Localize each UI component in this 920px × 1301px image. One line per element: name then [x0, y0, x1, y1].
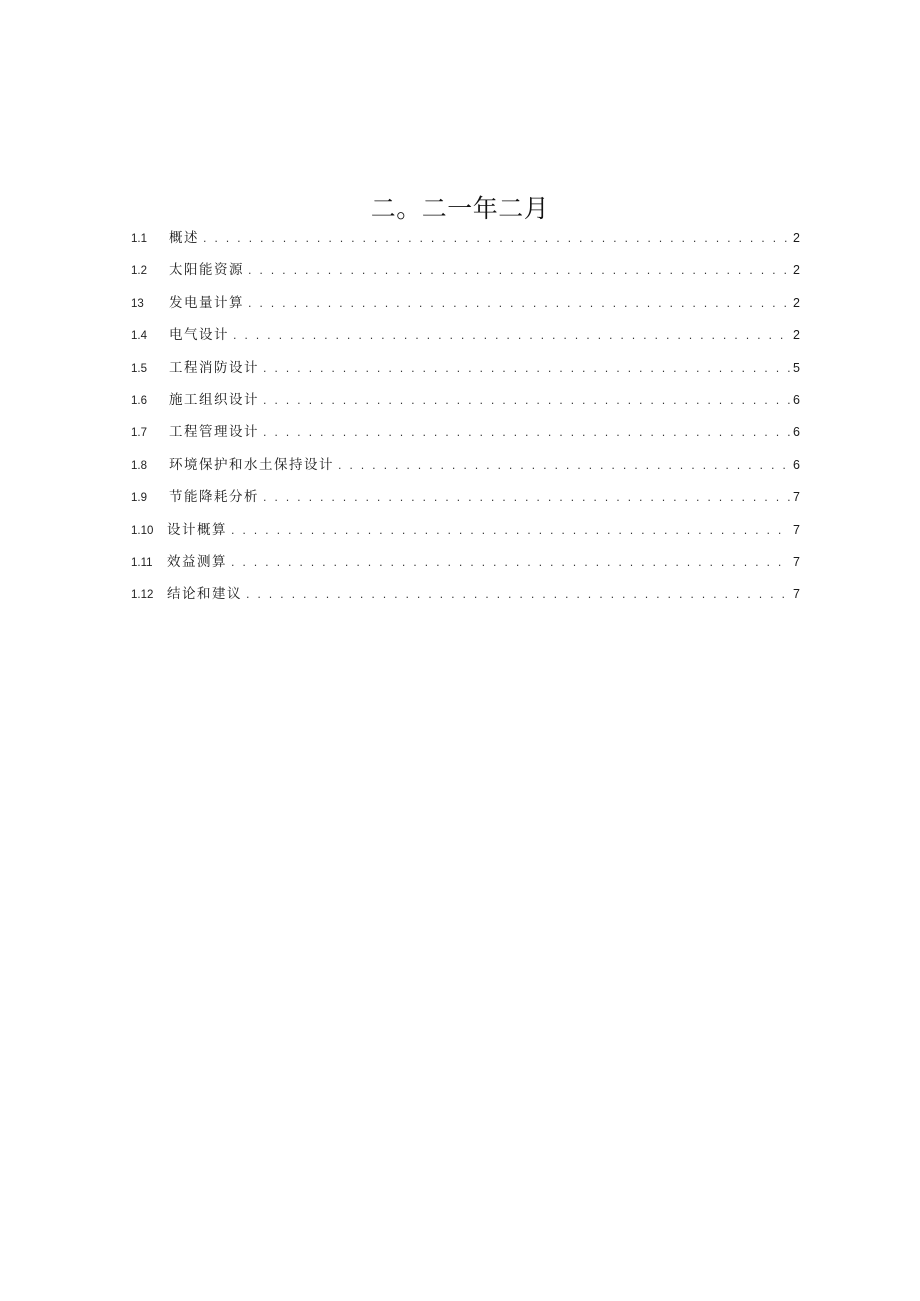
toc-entry-page: 2	[793, 231, 800, 245]
toc-entry-number: 1.9	[131, 492, 147, 505]
toc-leader-dots	[263, 387, 790, 415]
toc-entry-1-1[interactable]	[131, 224, 800, 256]
toc-entry-number: 1.2	[131, 265, 147, 278]
toc-leader-dots	[231, 549, 790, 577]
toc-entry-label: 效益测算	[167, 553, 227, 570]
toc-entry-number: 13	[131, 297, 144, 310]
toc-entry-1-8[interactable]	[131, 451, 800, 483]
toc-entry-label: 工程消防设计	[169, 359, 259, 376]
toc-leader-dots	[263, 484, 790, 512]
toc-entry-label: 工程管理设计	[169, 424, 259, 441]
toc-entry-label: 太阳能资源	[169, 262, 244, 279]
toc-entry-page: 6	[793, 425, 800, 440]
toc-entry-label: 结论和建议	[167, 586, 242, 603]
toc-entry-page: 7	[793, 587, 800, 602]
toc-entry-page: 2	[793, 263, 800, 278]
toc-entry-label: 设计概算	[167, 521, 227, 538]
toc-entry-number: 1.5	[131, 362, 147, 375]
toc-entry-label: 发电量计算	[169, 294, 244, 311]
toc-entry-label: 施工组织设计	[169, 391, 259, 408]
toc-entry-number: 1.10	[131, 524, 154, 537]
toc-entry-1-10[interactable]	[131, 516, 800, 548]
toc-entry-page: 6	[793, 392, 800, 407]
toc-leader-dots	[263, 419, 790, 447]
toc-entry-1-12[interactable]	[131, 580, 800, 612]
toc-leader-dots	[246, 581, 790, 609]
document-date-title: 二。二一年二月	[370, 194, 550, 223]
toc-entry-1-7[interactable]	[131, 418, 800, 450]
toc-leader-dots	[248, 257, 790, 285]
toc-leader-dots	[263, 355, 790, 383]
toc-entry-page: 6	[793, 457, 800, 472]
toc-entry-1-5[interactable]	[131, 354, 800, 386]
toc-entry-1-3[interactable]	[131, 289, 800, 321]
toc-entry-1-2[interactable]	[131, 256, 800, 288]
toc-entry-page: 2	[793, 295, 800, 310]
toc-entry-page: 7	[793, 522, 800, 537]
toc-entry-number: 1.4	[131, 330, 147, 343]
toc-entry-1-11[interactable]	[131, 548, 800, 580]
toc-leader-dots	[338, 452, 790, 480]
toc-entry-page: 7	[793, 490, 800, 505]
toc-leader-dots	[248, 290, 790, 318]
toc-entry-label: 概述	[169, 230, 199, 246]
toc-entry-label: 电气设计	[169, 327, 229, 344]
table-of-contents	[131, 224, 800, 613]
toc-entry-label: 节能降耗分析	[169, 489, 259, 506]
toc-entry-number: 1.11	[131, 556, 153, 569]
toc-entry-label: 环境保护和水土保持设计	[169, 456, 334, 473]
toc-entry-1-4[interactable]	[131, 321, 800, 353]
toc-entry-number: 1.6	[131, 394, 147, 407]
toc-entry-number: 1.7	[131, 427, 147, 440]
toc-entry-page: 5	[793, 360, 800, 375]
toc-entry-1-6[interactable]	[131, 386, 800, 418]
toc-entry-number: 1.1	[131, 233, 147, 245]
toc-entry-page: 2	[793, 328, 800, 343]
toc-leader-dots	[233, 322, 790, 350]
toc-entry-number: 1.8	[131, 459, 147, 472]
toc-entry-number: 1.12	[131, 589, 154, 602]
toc-leader-dots	[203, 225, 790, 253]
toc-entry-page: 7	[793, 554, 800, 569]
toc-leader-dots	[231, 517, 790, 545]
toc-entry-1-9[interactable]	[131, 483, 800, 515]
